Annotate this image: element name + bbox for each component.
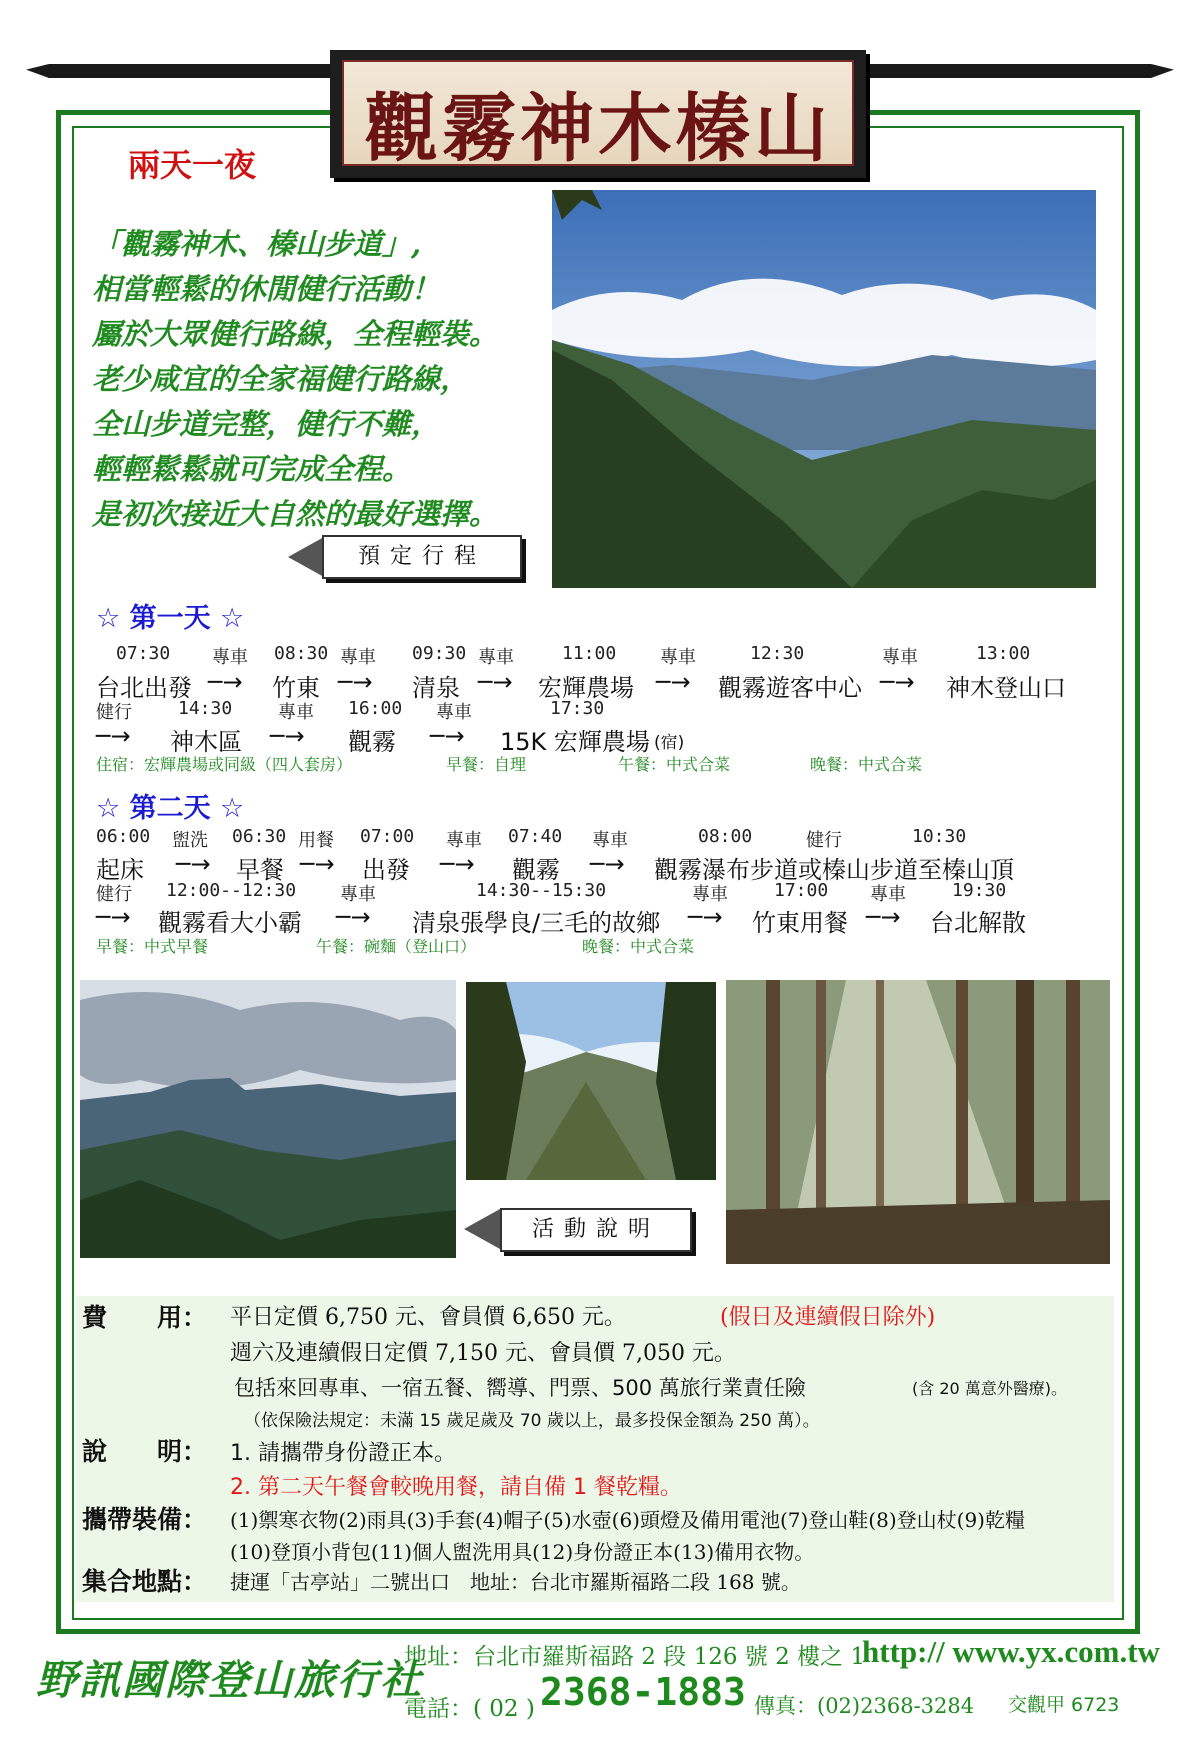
day1-transport: 專車 — [478, 647, 514, 668]
day1-time: 09:30 — [412, 643, 467, 664]
fee-weekday-price: 平日定價 6,750 元、會員價 6,650 元。 — [230, 1305, 626, 1330]
day1-title: ☆ 第一天 ☆ — [96, 603, 245, 634]
arrow: ─→ — [478, 668, 513, 696]
day1-stop: 觀霧 — [348, 728, 396, 756]
gear-label: 攜帶裝備： — [82, 1505, 208, 1534]
day1-transport: 專車 — [436, 702, 472, 723]
day1-time: 12:30 — [750, 643, 805, 664]
day2-stop: 台北解散 — [930, 909, 1026, 937]
meeting-label: 集合地點： — [82, 1567, 208, 1596]
day1-time: 08:30 — [274, 643, 329, 664]
day2-lunch: 午餐：碗麵（登山口） — [316, 937, 477, 956]
activity-label: 活動說明 — [500, 1208, 692, 1252]
day2-transport: 專車 — [870, 884, 906, 905]
peak-photo — [466, 982, 716, 1180]
day1-stop: 台北出發 — [96, 674, 192, 702]
gear-list: (1)禦寒衣物(2)雨具(3)手套(4)帽子(5)水壺(6)頭燈及備用電池(7)登山鞋(8)登山杖(9)乾糧 — [230, 1508, 1025, 1532]
day2-title: ☆ 第二天 ☆ — [96, 793, 245, 824]
intro-line: 屬於大眾健行路線，全程輕裝。 — [92, 317, 499, 351]
arrow: ─→ — [336, 903, 371, 931]
day1-stop: 宏輝農場 — [538, 674, 634, 702]
day2-time: 06:30 — [232, 826, 287, 847]
arrow: ─→ — [880, 668, 915, 696]
intro-line: 是初次接近大自然的最好選擇。 — [92, 497, 499, 531]
fee-insurance-note: (含 20 萬意外醫療)。 — [912, 1379, 1068, 1398]
arrow: ─→ — [96, 722, 131, 750]
arrow: ─→ — [440, 850, 475, 878]
company-website[interactable]: http:// www.yx.com.tw — [862, 1634, 1160, 1669]
arrow: ─→ — [96, 903, 131, 931]
day1-transport: 專車 — [660, 647, 696, 668]
fee-exception-note: (假日及連續假日除外) — [720, 1305, 936, 1330]
arrow: ─→ — [688, 903, 723, 931]
day2-stop: 觀霧 — [512, 856, 560, 884]
company-name: 野訊國際登山旅行社 — [36, 1656, 423, 1704]
day1-transport: 專車 — [340, 647, 376, 668]
day2-time: 10:30 — [912, 826, 967, 847]
day2-breakfast: 早餐：中式早餐 — [96, 937, 209, 956]
day1-transport: 健行 — [96, 702, 132, 723]
arrow: ─→ — [300, 850, 335, 878]
fee-insurance-rule: （依保險法規定：未滿 15 歲足歲及 70 歲以上，最多投保金額為 250 萬）。 — [244, 1411, 820, 1431]
day1-transport: 專車 — [882, 647, 918, 668]
day1-stop: 15K 宏輝農場 — [500, 728, 650, 756]
arrow: ─→ — [270, 722, 305, 750]
day2-time: 08:00 — [698, 826, 753, 847]
intro-line: 「觀霧神木、榛山步道」, — [92, 227, 422, 261]
day2-stop: 竹東用餐 — [752, 909, 848, 937]
day2-activity: 用餐 — [298, 830, 334, 851]
phone-number: 2368-1883 — [540, 1670, 746, 1714]
day2-transport: 專車 — [592, 830, 628, 851]
itinerary-label-arrow — [288, 537, 324, 577]
arrow: ─→ — [590, 850, 625, 878]
day2-time: 07:00 — [360, 826, 415, 847]
page-title: 觀霧神木榛山 — [364, 86, 832, 172]
day2-transport: 專車 — [340, 884, 376, 905]
day1-time: 16:00 — [348, 698, 403, 719]
day2-stop: 觀霧看大小霸 — [158, 909, 302, 937]
title-banner — [330, 50, 866, 178]
day1-time: 11:00 — [562, 643, 617, 664]
company-address: 地址：台北市羅斯福路 2 段 126 號 2 樓之 1 — [404, 1644, 865, 1670]
day2-stop: 觀霧瀑布步道或榛山步道至榛山頂 — [654, 856, 1014, 884]
note-label: 說 明： — [82, 1437, 208, 1466]
arrow: ─→ — [208, 668, 243, 696]
day2-stop: 早餐 — [236, 856, 284, 884]
intro-text — [92, 222, 498, 537]
day2-time: 17:00 — [774, 880, 829, 901]
intro-line: 輕輕鬆鬆就可完成全程。 — [92, 452, 412, 486]
phone-label: 電話：( 02 ) — [404, 1696, 535, 1722]
day1-dinner: 晚餐：中式合菜 — [810, 755, 923, 774]
itinerary-label: 預定行程 — [322, 535, 522, 579]
intro-line: 相當輕鬆的休閒健行活動！ — [92, 272, 441, 306]
day1-time: 17:30 — [550, 698, 605, 719]
day1-lodging: 住宿：宏輝農場或同級（四人套房） — [96, 755, 353, 774]
fee-label: 費 用： — [82, 1303, 208, 1332]
meeting-point: 捷運「古亭站」二號出口 地址：台北市羅斯福路二段 168 號。 — [230, 1570, 801, 1594]
intro-line: 全山步道完整，健行不難， — [92, 407, 441, 441]
arrow: ─→ — [656, 668, 691, 696]
day2-time: 06:00 — [96, 826, 151, 847]
day1-stop: 竹東 — [272, 674, 320, 702]
intro-line: 老少咸宜的全家福健行路線， — [92, 362, 470, 396]
day2-stop: 清泉張學良/三毛的故鄉 — [412, 909, 661, 937]
day1-lunch: 午餐：中式合菜 — [618, 755, 731, 774]
day2-transport: 專車 — [692, 884, 728, 905]
note-item: 1. 請攜帶身份證正本。 — [230, 1441, 456, 1466]
day1-stop: 觀霧遊客中心 — [718, 674, 862, 702]
day1-stop: 神木區 — [170, 728, 242, 756]
day2-activity: 盥洗 — [172, 830, 208, 851]
day2-stop: 出發 — [362, 856, 410, 884]
day2-time: 14:30--15:30 — [476, 880, 607, 901]
forest-photo — [726, 980, 1110, 1264]
day1-transport: 專車 — [212, 647, 248, 668]
day2-stop: 起床 — [96, 856, 144, 884]
arrow: ─→ — [430, 722, 465, 750]
trip-duration: 兩天一夜 — [128, 147, 257, 183]
day2-time: 19:30 — [952, 880, 1007, 901]
day1-breakfast: 早餐：自理 — [446, 755, 527, 774]
arrow: ─→ — [176, 850, 211, 878]
fee-inclusions: 包括來回專車、一宿五餐、嚮導、門票、500 萬旅行業責任險 — [234, 1376, 806, 1400]
arrow: ─→ — [866, 903, 901, 931]
day1-overnight-note: (宿) — [654, 733, 685, 753]
day1-time: 07:30 — [116, 643, 171, 664]
day1-transport: 專車 — [278, 702, 314, 723]
day2-activity: 健行 — [96, 884, 132, 905]
day1-time: 14:30 — [178, 698, 233, 719]
fee-weekend-price: 週六及連續假日定價 7,150 元、會員價 7,050 元。 — [230, 1341, 736, 1366]
gear-list: (10)登頂小背包(11)個人盥洗用具(12)身份證正本(13)備用衣物。 — [230, 1540, 815, 1564]
day2-time: 12:00--12:30 — [166, 880, 297, 901]
mountain-photo — [552, 190, 1096, 588]
day1-stop: 清泉 — [412, 674, 460, 702]
day2-dinner: 晚餐：中式合菜 — [582, 937, 695, 956]
arrow: ─→ — [338, 668, 373, 696]
note-item: 2. 第二天午餐會較晚用餐，請自備 1 餐乾糧。 — [230, 1475, 682, 1500]
day2-time: 07:40 — [508, 826, 563, 847]
ridge-photo — [80, 980, 456, 1258]
travel-license: 交觀甲 6723 — [1008, 1694, 1120, 1716]
activity-label-arrow — [464, 1209, 500, 1249]
day1-stop: 神木登山口 — [946, 674, 1066, 702]
day1-time: 13:00 — [976, 643, 1031, 664]
day2-transport: 專車 — [446, 830, 482, 851]
fax-number: 傳真：(02)2368-3284 — [754, 1694, 975, 1718]
day2-activity: 健行 — [806, 830, 842, 851]
